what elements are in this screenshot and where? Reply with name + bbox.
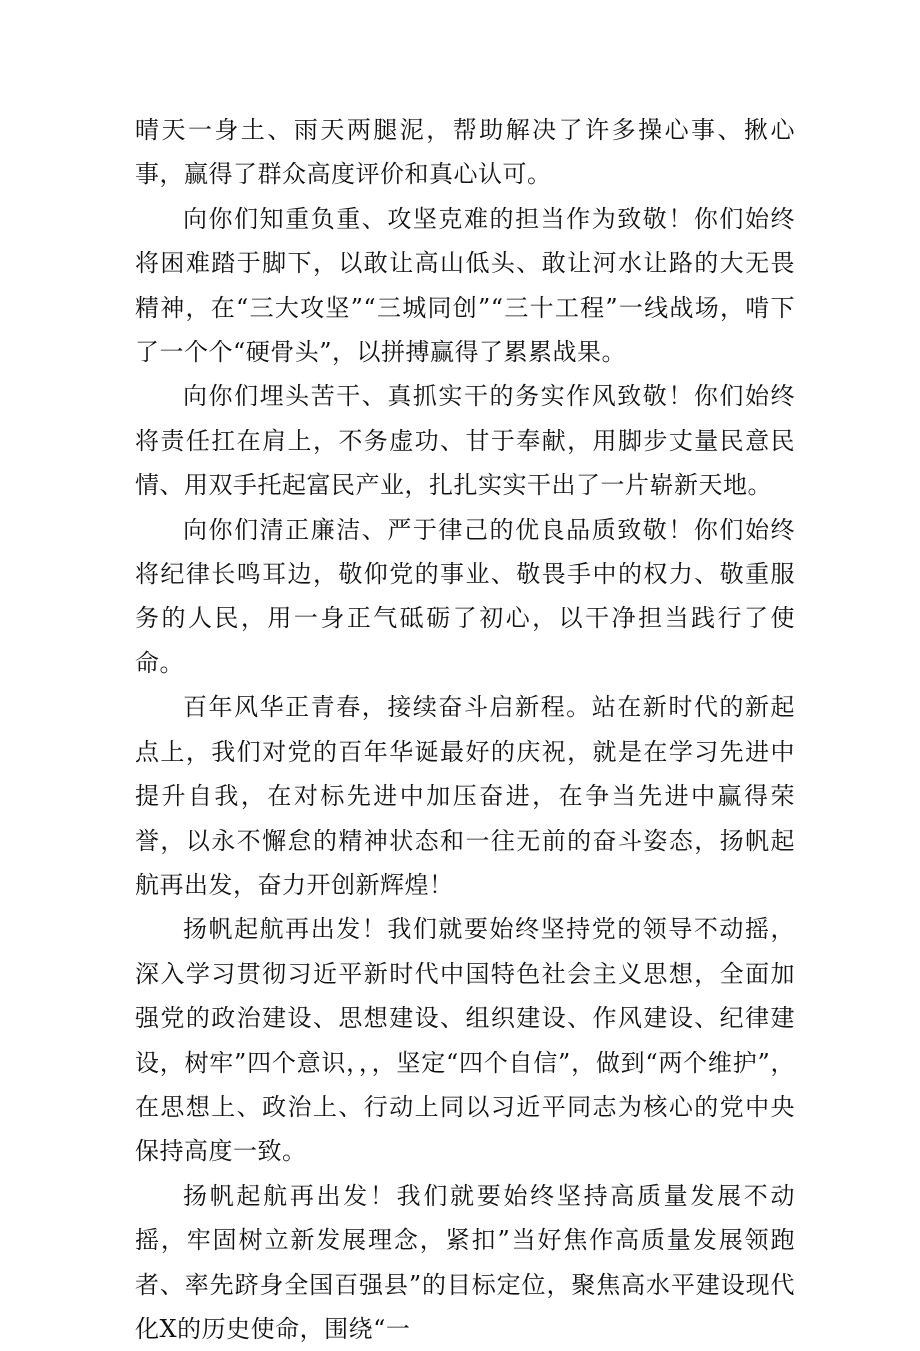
paragraph-tribute-integrity: 向你们清正廉洁、严于律己的优良品质致敬！你们始终将纪律长鸣耳边，敬仰党的事业、敬畏手中的权力、敬重服务的人民，用一身正气砥砺了初心，以干净担当践行了使命。 [135, 515, 795, 677]
paragraph-tribute-responsibility: 向你们知重负重、攻坚克难的担当作为致敬！你们始终将困难踏于脚下，以敢让高山低头、敢让河水让路的大无畏精神，在“三大攻坚”“三城同创”“三十工程”一线战场，啃下了一个个“硬骨头”，以拼搏赢得了累累战果。 [135, 204, 795, 367]
paragraph-high-quality-development: 扬帆起航再出发！我们就要始终坚持高质量发展不动摇，牢固树立新发展理念，紧扣”当好焦作高质量发展领跑者、率先跻身全国百强县”的目标定位，聚焦高水平建设现代化X的历史使命，围绕“一 [135, 1181, 795, 1343]
document-body [135, 108, 795, 1351]
paragraph-continuation: 晴天一身土、雨天两腿泥，帮助解决了许多操心事、揪心事，赢得了群众高度评价和真心认可。 [135, 116, 795, 189]
paragraph-tribute-work-style: 向你们埋头苦干、真抓实干的务实作风致敬！你们始终将责任扛在肩上，不务虚功、甘于奉献，用脚步丈量民意民情、用双手托起富民产业，扎扎实实干出了一片崭新天地。 [135, 382, 795, 500]
paragraph-new-journey: 百年风华正青春，接续奋斗启新程。站在新时代的新起点上，我们对党的百年华诞最好的庆祝，就是在学习先进中提升自我，在对标先进中加压奋进，在争当先进中赢得荣誉，以永不懈怠的精神状态和一往无前的奋斗姿态，扬帆起航再出发，奋力开创新辉煌！ [135, 693, 795, 899]
paragraph-party-leadership: 扬帆起航再出发！我们就要始终坚持党的领导不动摇，深入学习贯彻习近平新时代中国特色社会主义思想，全面加强党的政治建设、思想建设、组织建设、作风建设、纪律建设，树牢”四个意识，，，坚定“四个自信”，做到“两个维护”，在思想上、政治上、行动上同以习近平同志为核心的党中央保持高度一致。 [135, 915, 795, 1166]
